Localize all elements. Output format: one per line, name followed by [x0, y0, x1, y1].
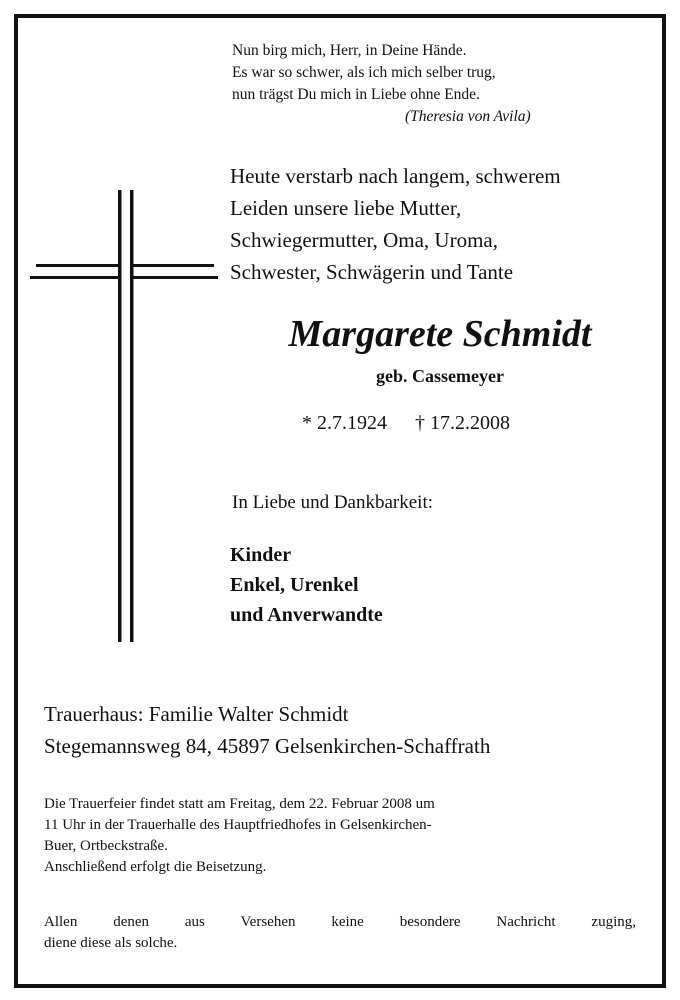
cross-icon [28, 190, 218, 642]
service-info [44, 794, 636, 878]
notice-line: Allen denen aus Versehen keine besondere Nachricht zuging, [44, 914, 636, 930]
poem-attribution: (Theresia von Avila) [405, 108, 531, 125]
life-dates [302, 412, 510, 435]
service-line: Die Trauerfeier findet statt am Freitag, dem 22. Februar 2008 um [44, 796, 435, 812]
birth-date: * 2.7.1924 [302, 412, 387, 434]
deceased-name: Margarete Schmidt [288, 313, 592, 355]
house-line: Trauerhaus: Familie Walter Schmidt [44, 702, 349, 726]
family-member: Kinder [230, 544, 292, 566]
maiden-name: geb. Cassemeyer [376, 366, 504, 386]
poem-line: nun trägst Du mich in Liebe ohne Ende. [232, 86, 480, 103]
poem-line: Es war so schwer, als ich mich selber trug, [232, 64, 496, 81]
intro-line: Schwiegermutter, Oma, Uroma, [230, 228, 498, 252]
intro-line: Leiden unsere liebe Mutter, [230, 196, 462, 220]
family-member: Enkel, Urenkel [230, 574, 359, 596]
intro-line: Heute verstarb nach langem, schwerem [230, 164, 561, 188]
intro-text [230, 160, 561, 288]
notice-text [44, 912, 636, 954]
family-list [230, 540, 383, 630]
poem-line: Nun birg mich, Herr, in Deine Hände. [232, 42, 467, 59]
service-line: Anschließend erfolgt die Beisetzung. [44, 859, 267, 875]
mourning-house [44, 698, 490, 762]
thanks-line: In Liebe und Dankbarkeit: [232, 492, 434, 513]
intro-line: Schwester, Schwägerin und Tante [230, 260, 514, 284]
service-line: Buer, Ortbeckstraße. [44, 838, 168, 854]
house-address: Stegemannsweg 84, 45897 Gelsenkirchen-Schaffrath [44, 734, 491, 758]
service-line: 11 Uhr in der Trauerhalle des Hauptfriedhofes in Gelsenkirchen- [44, 817, 432, 833]
family-member: und Anverwandte [230, 604, 383, 626]
death-date: † 17.2.2008 [415, 412, 510, 434]
notice-line: diene diese als solche. [44, 935, 178, 951]
poem [232, 40, 531, 125]
